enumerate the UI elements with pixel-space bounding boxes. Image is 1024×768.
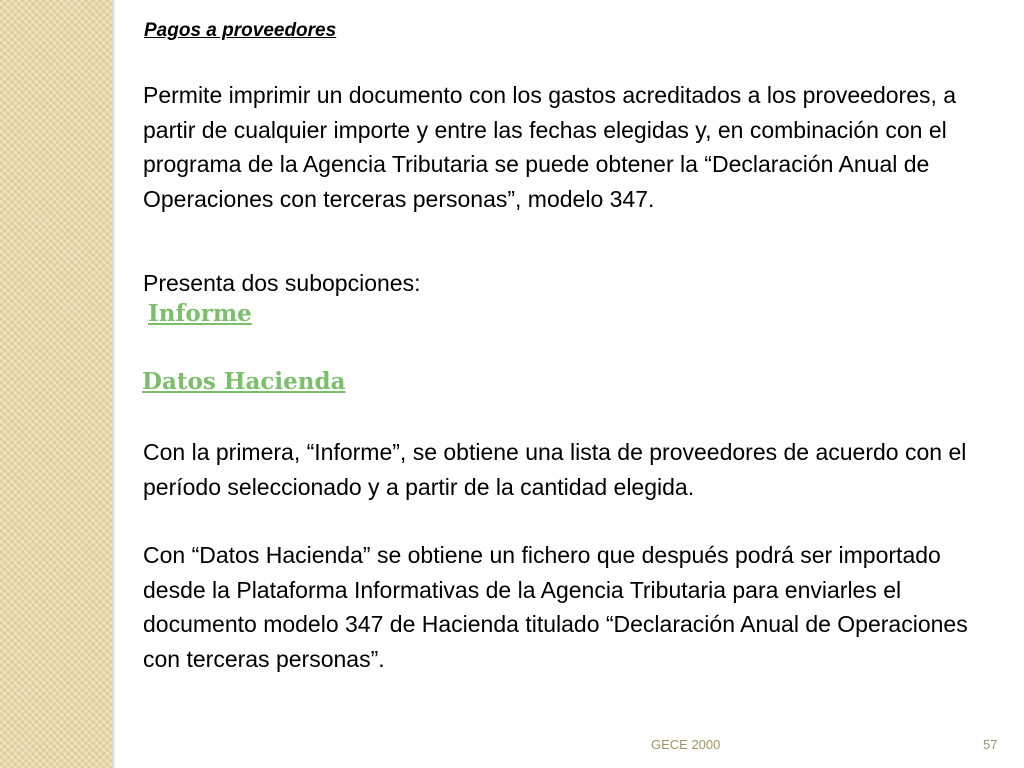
decorative-side-strip bbox=[0, 0, 112, 768]
page-number: 57 bbox=[983, 737, 998, 752]
section-title: Pagos a proveedores bbox=[144, 20, 337, 41]
paragraph-datos-hacienda-description: Con “Datos Hacienda” se obtiene un fichero que después podrá ser importado desde la Plataforma Informativas de la Agencia Tributaria para enviarles el documento modelo 347 de Hacienda titulado “Declaración Anual de Operaciones con terceras personas”. bbox=[143, 542, 968, 672]
paragraph-informe-description: Con la primera, “Informe”, se obtiene una lista de proveedores de acuerdo con el período seleccionado y a partir de la cantidad elegida. bbox=[143, 439, 967, 500]
paragraph-subopciones-intro: Presenta dos subopciones: bbox=[143, 270, 421, 296]
footer-label: GECE 2000 bbox=[651, 737, 721, 752]
link-datos-hacienda[interactable]: Datos Hacienda bbox=[142, 368, 346, 395]
paragraph-description: Permite imprimir un documento con los gastos acreditados a los proveedores, a partir de cualquier importe y entre las fechas elegidas y, en combinación con el programa de la Agencia Tributaria se puede obtener la “Declaración Anual de Operaciones con terceras personas”, modelo 347. bbox=[143, 82, 957, 212]
side-strip-shadow bbox=[112, 0, 116, 768]
link-informe[interactable]: Informe bbox=[148, 300, 252, 327]
